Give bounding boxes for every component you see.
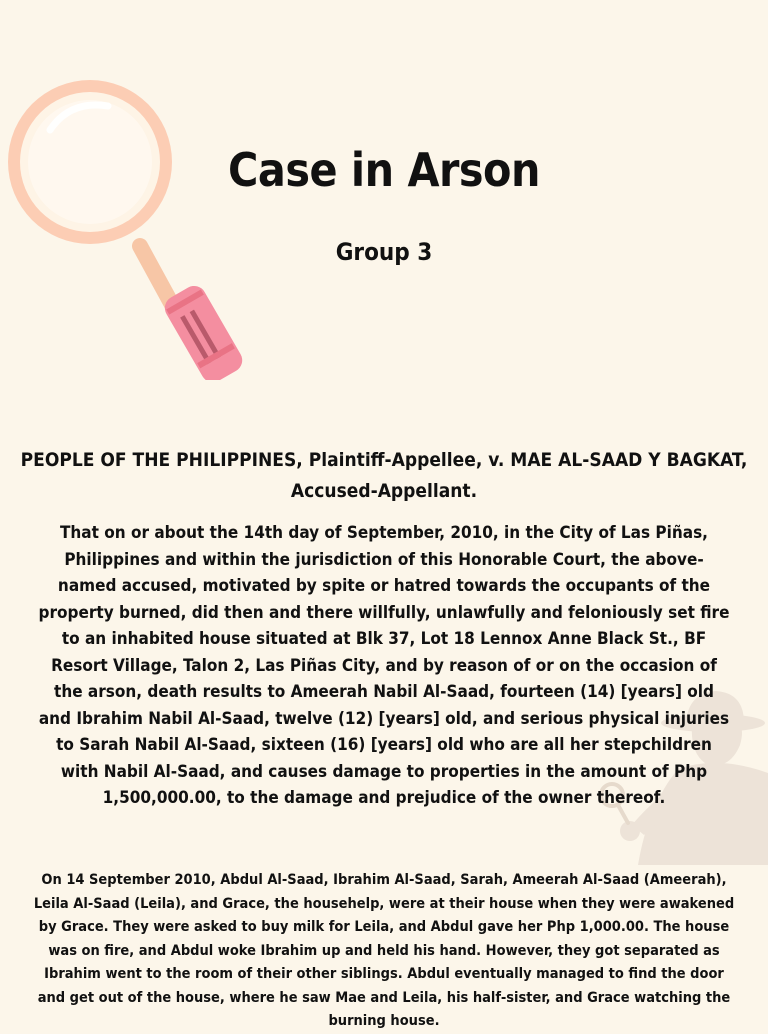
case-heading: PEOPLE OF THE PHILIPPINES, Plaintiff-Appellee, v. MAE AL-SAAD Y BAGKAT, Accused-Appellant.	[20, 449, 748, 502]
information-paragraph: That on or about the 14th day of September, 2010, in the City of Las Piñas, Philippines and within the jurisdiction of this Honorable Court, the above-named accused, motivated by spite or hatred towards the occupants of the property burned, did then and there willfully, unlawfully and feloniously set fire to an inhabited house situated at Blk 37, Lot 18 Lennox Anne Black St., BF Resort Village, Talon 2, Las Piñas City, and by reason of or on the occasion of the arson, death results to Ameerah Nabil Al-Saad, fourteen (14) [years] old and Ibrahim Nabil Al-Saad, twelve (12) [years] old, and serious physical injuries to Sarah Nabil Al-Saad, sixteen (16) [years] old who are all her stepchildren with Nabil Al-Saad, and causes damage to properties in the amount of Php 1,500,000.00, to the damage and prejudice of the owner thereof.	[38, 523, 730, 808]
page-title: Case in Arson	[228, 143, 540, 197]
magnifying-glass-icon	[0, 50, 260, 380]
page-subtitle: Group 3	[335, 238, 433, 266]
facts-paragraph: On 14 September 2010, Abdul Al-Saad, Ibrahim Al-Saad, Sarah, Ameerah Al-Saad (Ameerah), Leila Al-Saad (Leila), and Grace, the househelp, were at their house when they were awakened by Grace. They were asked to buy milk for Leila, and Abdul gave her Php 1,000.00. The house was on fire, and Abdul woke Ibrahim up and held his hand. However, they got separated as Ibrahim went to the room of their other siblings. Abdul eventually managed to find the door and get out of the house, where he saw Mae and Leila, his half-sister, and Grace watching the burning house.	[33, 872, 735, 1029]
